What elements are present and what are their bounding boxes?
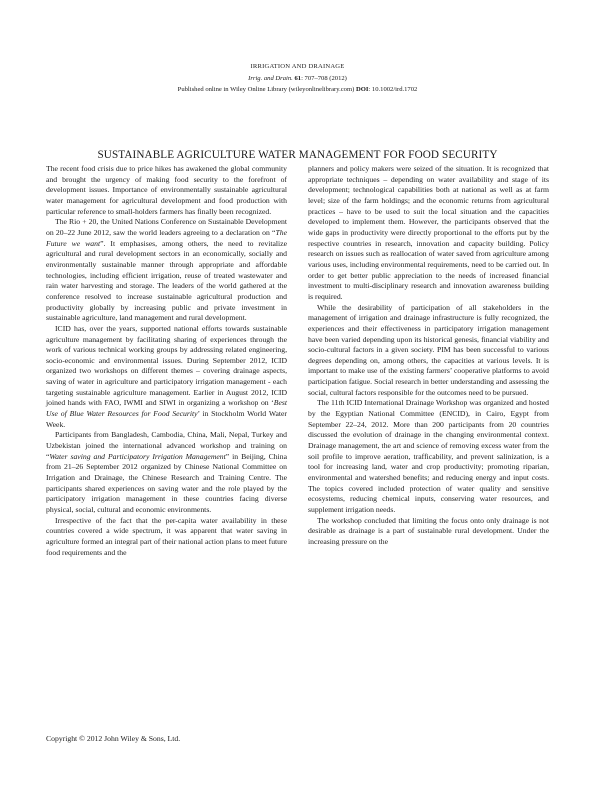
paragraph [46,324,287,431]
paragraph [46,217,287,324]
journal-name: IRRIGATION AND DRAINAGE [250,63,345,70]
paragraph-text: ” in Beijing, China from 21–26 September 2012 organized by Chinese National Committee on Irrigation and Drainage, the Chinese Research and Training Centre. The participants shared experiences on saving water and the role played by the participatory irrigation management in these countries facing diverse physical, social, cultural and economic environments. [46,451,287,514]
paragraph-text: The 11th ICID International Drainage Workshop was organized and hosted by the Egyptian National Committee (ENCID), in Cairo, Egypt from September 22–24, 2012. More than 200 participants from 20 countries discussed the evolution of drainage in the changing environmental context. Drainage management, the art and science of removing excess water from the soil profile to improve aeration, trafficability, and prevent salinization, is a tool for increasing land, water and crop productivity; promoting riparian, environmental and watershed benefits; and reducing energy and input costs. The topics covered included protection of water quality and sensitive ecosystems, reducing chemical inputs, conserving water resources, and supplement irrigation needs. [308,398,549,514]
italic-text: Best Use of Blue Water Resources for Food Security [46,398,287,419]
paragraph [308,303,549,399]
paragraph-text: ”. It emphasises, among others, the need to revitalize agricultural and rural development sectors in an economically, socially and environmentally sustainable manner through appropriate and affordable technologies, including efficient irrigation, reuse of treated wastewater and rain water harvesting and storage. The leaders of the world gathered at the conference resolved to increase sustainable agricultural production and productivity globally by increasing public and private investment in sustainable agriculture, land management and rural development. [46,238,287,323]
paragraph-text: ICID has, over the years, supported national efforts towards sustainable agriculture management by facilitating sharing of experiences through the work of various technical working groups by addressing related engineering, socio-economic and environmental issues. During September 2012, ICID organized two workshops on different themes – covering drainage aspects, saving of water in agriculture and participatory irrigation management - each targeting sustainable agriculture management. Earlier in August 2012, ICID joined hands with FAO, IWMI and SIWI in organizing a workshop on ‘ [46,323,287,408]
paragraph [46,516,287,559]
paragraph-text: The Rio + 20, the United Nations Conference on Sustainable Development on 20–22 June 2012, saw the world leaders agreeing to a declaration on “ [46,217,287,237]
paragraph-text: Participants from Bangladesh, Cambodia, China, Mali, Nepal, Turkey and Uzbekistan joined the international advanced workshop and training on “ [46,430,287,461]
paragraph-text: While the desirability of participation of all stakeholders in the management of irrigation and drainage infrastructure is fully recognized, the experiences and their effectiveness in participatory irrigation management have been varied depending upon its historical genesis, financial viability and socio-cultural factors in a given society. PIM has been successful to various degrees depending on, among others, the capacities at various levels. It is important to make use of the existing farmers’ cooperative platforms to avoid participation fatigue. Social research in better understanding and assessing the social, cultural factors responsible for the outcomes need to be pursued. [308,302,549,397]
paragraph [46,164,287,217]
italic-text: The Future we want [46,227,287,248]
citation-line [0,73,595,85]
paragraph-text: planners and policy makers were seized of the situation. It is recognized that appropriate techniques – depending on water availability and stage of its development; technological capabilities both at national as well as at farm level; size of the farm holdings; and the economic returns from agricultural practices – have to be used to suit the local situation and the capacities developed to implement them. However, the participants observed that the wide gaps in productivity were directly proportional to the efforts put by the respective countries in research, innovation and capacity building. Policy research on issues such as reallocation of water saved from agriculture among various uses, including environmental requirements, need to be carried out. In order to get better public appreciation to the needs of increased financial investment to multi-disciplinary research and innovation awareness building is required. [308,164,549,301]
citation-volume: 61 [294,74,302,82]
citation-journal: Irrig. and Drain. [248,74,293,82]
paragraph-text: Irrespective of the fact that the per-capita water availability in these countries covered a wide spectrum, it was apparent that water saving in agriculture formed an integral part of their national action plans to meet future food requirements and the [46,515,287,557]
doi-link[interactable]: : 10.1002/ird.1702 [368,86,418,94]
citation-pages: : 707–708 (2012) [301,74,347,82]
paragraph-text: The recent food crisis due to price hikes has awakened the global community and brought the urgency of making food security to the forefront of development issues. Importance of environmentally sustainable agricultural water management for agricultural development and food production with particular reference to small-holders farmers has finally been recognized. [46,164,287,216]
doi-label: DOI [355,86,369,94]
paragraph [308,398,549,515]
article-title: SUSTAINABLE AGRICULTURE WATER MANAGEMENT FOR FOOD SECURITY [97,149,498,161]
copyright-footer: Copyright © 2012 John Wiley & Sons, Ltd. [46,734,181,743]
published-text: Published online in Wiley Online Library (wileyonlinelibrary.com) [177,86,355,94]
paragraph [308,164,549,303]
journal-header [0,61,595,96]
paragraph-text: ’ in Stockholm World Water Week. [46,409,287,429]
left-column [46,164,287,558]
italic-text: Water saving and Participatory Irrigation Management [49,451,226,461]
published-line [0,84,595,96]
paragraph-text: The workshop concluded that limiting the focus onto only drainage is not desirable as drainage is a part of sustainable rural development. Under the increasing pressure on the [308,515,549,546]
paragraph [308,516,549,548]
paragraph [46,430,287,515]
right-column [308,164,549,548]
